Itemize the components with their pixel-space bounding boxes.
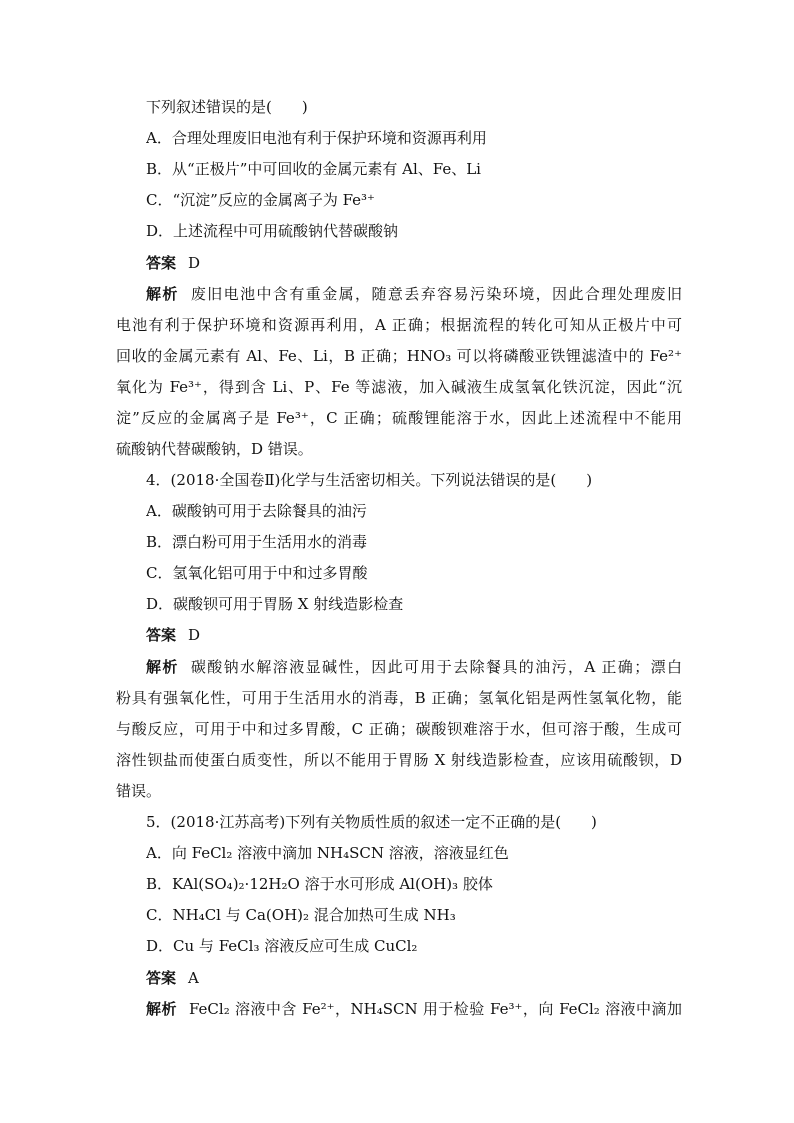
q5-option-d: D．Cu 与 FeCl₃ 溶液反应可生成 CuCl₂ bbox=[146, 937, 418, 955]
answer-label: 答案 bbox=[146, 626, 177, 644]
q3-answer bbox=[146, 252, 682, 274]
q4-analysis-line: 溶性钡盐而使蛋白质变性，所以不能用于胃肠 X 射线造影检查，应该用硫酸钡，D bbox=[116, 751, 682, 769]
q3-analysis-line: 电池有利于保护环境和资源再利用，A 正确；根据流程的转化可知从正极片中可 bbox=[116, 316, 682, 334]
q3-option-d: D．上述流程中可用硫酸钠代替碳酸钠 bbox=[146, 222, 399, 240]
answer-value: A bbox=[188, 969, 199, 987]
q3-analysis-line: 氧化为 Fe³⁺，得到含 Li、P、Fe 等滤液，加入碱液生成氢氧化铁沉淀，因此“沉 bbox=[116, 378, 682, 396]
answer-value: D bbox=[188, 254, 201, 272]
q3-analysis-line: 淀”反应的金属离子是 Fe³⁺，C 正确；硫酸锂能溶于水，因此上述流程中不能用 bbox=[116, 409, 682, 427]
q3-option-a: A．合理处理废旧电池有利于保护环境和资源再利用 bbox=[146, 129, 487, 147]
q3-stem: 下列叙述错误的是( ) bbox=[146, 98, 308, 116]
q3-option-c: C．“沉淀”反应的金属离子为 Fe³⁺ bbox=[146, 191, 375, 209]
q4-answer bbox=[146, 624, 682, 646]
q4-option-d: D．碳酸钡可用于胃肠 X 射线造影检查 bbox=[146, 595, 404, 613]
answer-value: D bbox=[188, 626, 201, 644]
q3-option-b: B．从“正极片”中可回收的金属元素有 Al、Fe、Li bbox=[146, 160, 481, 178]
analysis-label: 解析 bbox=[146, 658, 179, 676]
q5-analysis-line: 解析 FeCl₂ 溶液中含 Fe²⁺，NH₄SCN 用于检验 Fe³⁺，向 FeCl₂ 溶液中滴加 bbox=[146, 1000, 682, 1018]
q5-option-c: C．NH₄Cl 与 Ca(OH)₂ 混合加热可生成 NH₃ bbox=[146, 906, 456, 924]
q4-analysis-line: 错误。 bbox=[116, 782, 162, 800]
q4-stem: 4．(2018·全国卷Ⅱ)化学与生活密切相关。下列说法错误的是( ) bbox=[146, 471, 593, 489]
q3-analysis-line: 硫酸钠代替碳酸钠，D 错误。 bbox=[116, 440, 313, 458]
q5-stem: 5．(2018·江苏高考)下列有关物质性质的叙述一定不正确的是( ) bbox=[146, 813, 597, 831]
q4-option-a: A．碳酸钠可用于去除餐具的油污 bbox=[146, 502, 367, 520]
analysis-label: 解析 bbox=[146, 1000, 177, 1018]
q4-option-c: C．氢氧化铝可用于中和过多胃酸 bbox=[146, 564, 368, 582]
q5-answer bbox=[146, 967, 682, 989]
q4-option-b: B．漂白粉可用于生活用水的消毒 bbox=[146, 533, 368, 551]
q4-analysis-line: 解析 碳酸钠水解溶液显碱性，因此可用于去除餐具的油污，A 正确；漂白 bbox=[146, 658, 682, 676]
q3-analysis-line: 解析 废旧电池中含有重金属，随意丢弃容易污染环境，因此合理处理废旧 bbox=[146, 285, 682, 303]
answer-label: 答案 bbox=[146, 969, 177, 987]
q4-analysis-line: 粉具有强氧化性，可用于生活用水的消毒，B 正确；氢氧化铝是两性氢氧化物，能 bbox=[116, 689, 682, 707]
q3-analysis-line: 回收的金属元素有 Al、Fe、Li，B 正确；HNO₃ 可以将磷酸亚铁锂滤渣中的 Fe²⁺ bbox=[116, 347, 682, 365]
answer-label: 答案 bbox=[146, 254, 177, 272]
q5-option-b: B．KAl(SO₄)₂·12H₂O 溶于水可形成 Al(OH)₃ 胶体 bbox=[146, 875, 493, 893]
q4-analysis-line: 与酸反应，可用于中和过多胃酸，C 正确；碳酸钡难溶于水，但可溶于酸，生成可 bbox=[116, 720, 682, 738]
analysis-label: 解析 bbox=[146, 285, 179, 303]
q5-option-a: A．向 FeCl₂ 溶液中滴加 NH₄SCN 溶液，溶液显红色 bbox=[146, 844, 509, 862]
